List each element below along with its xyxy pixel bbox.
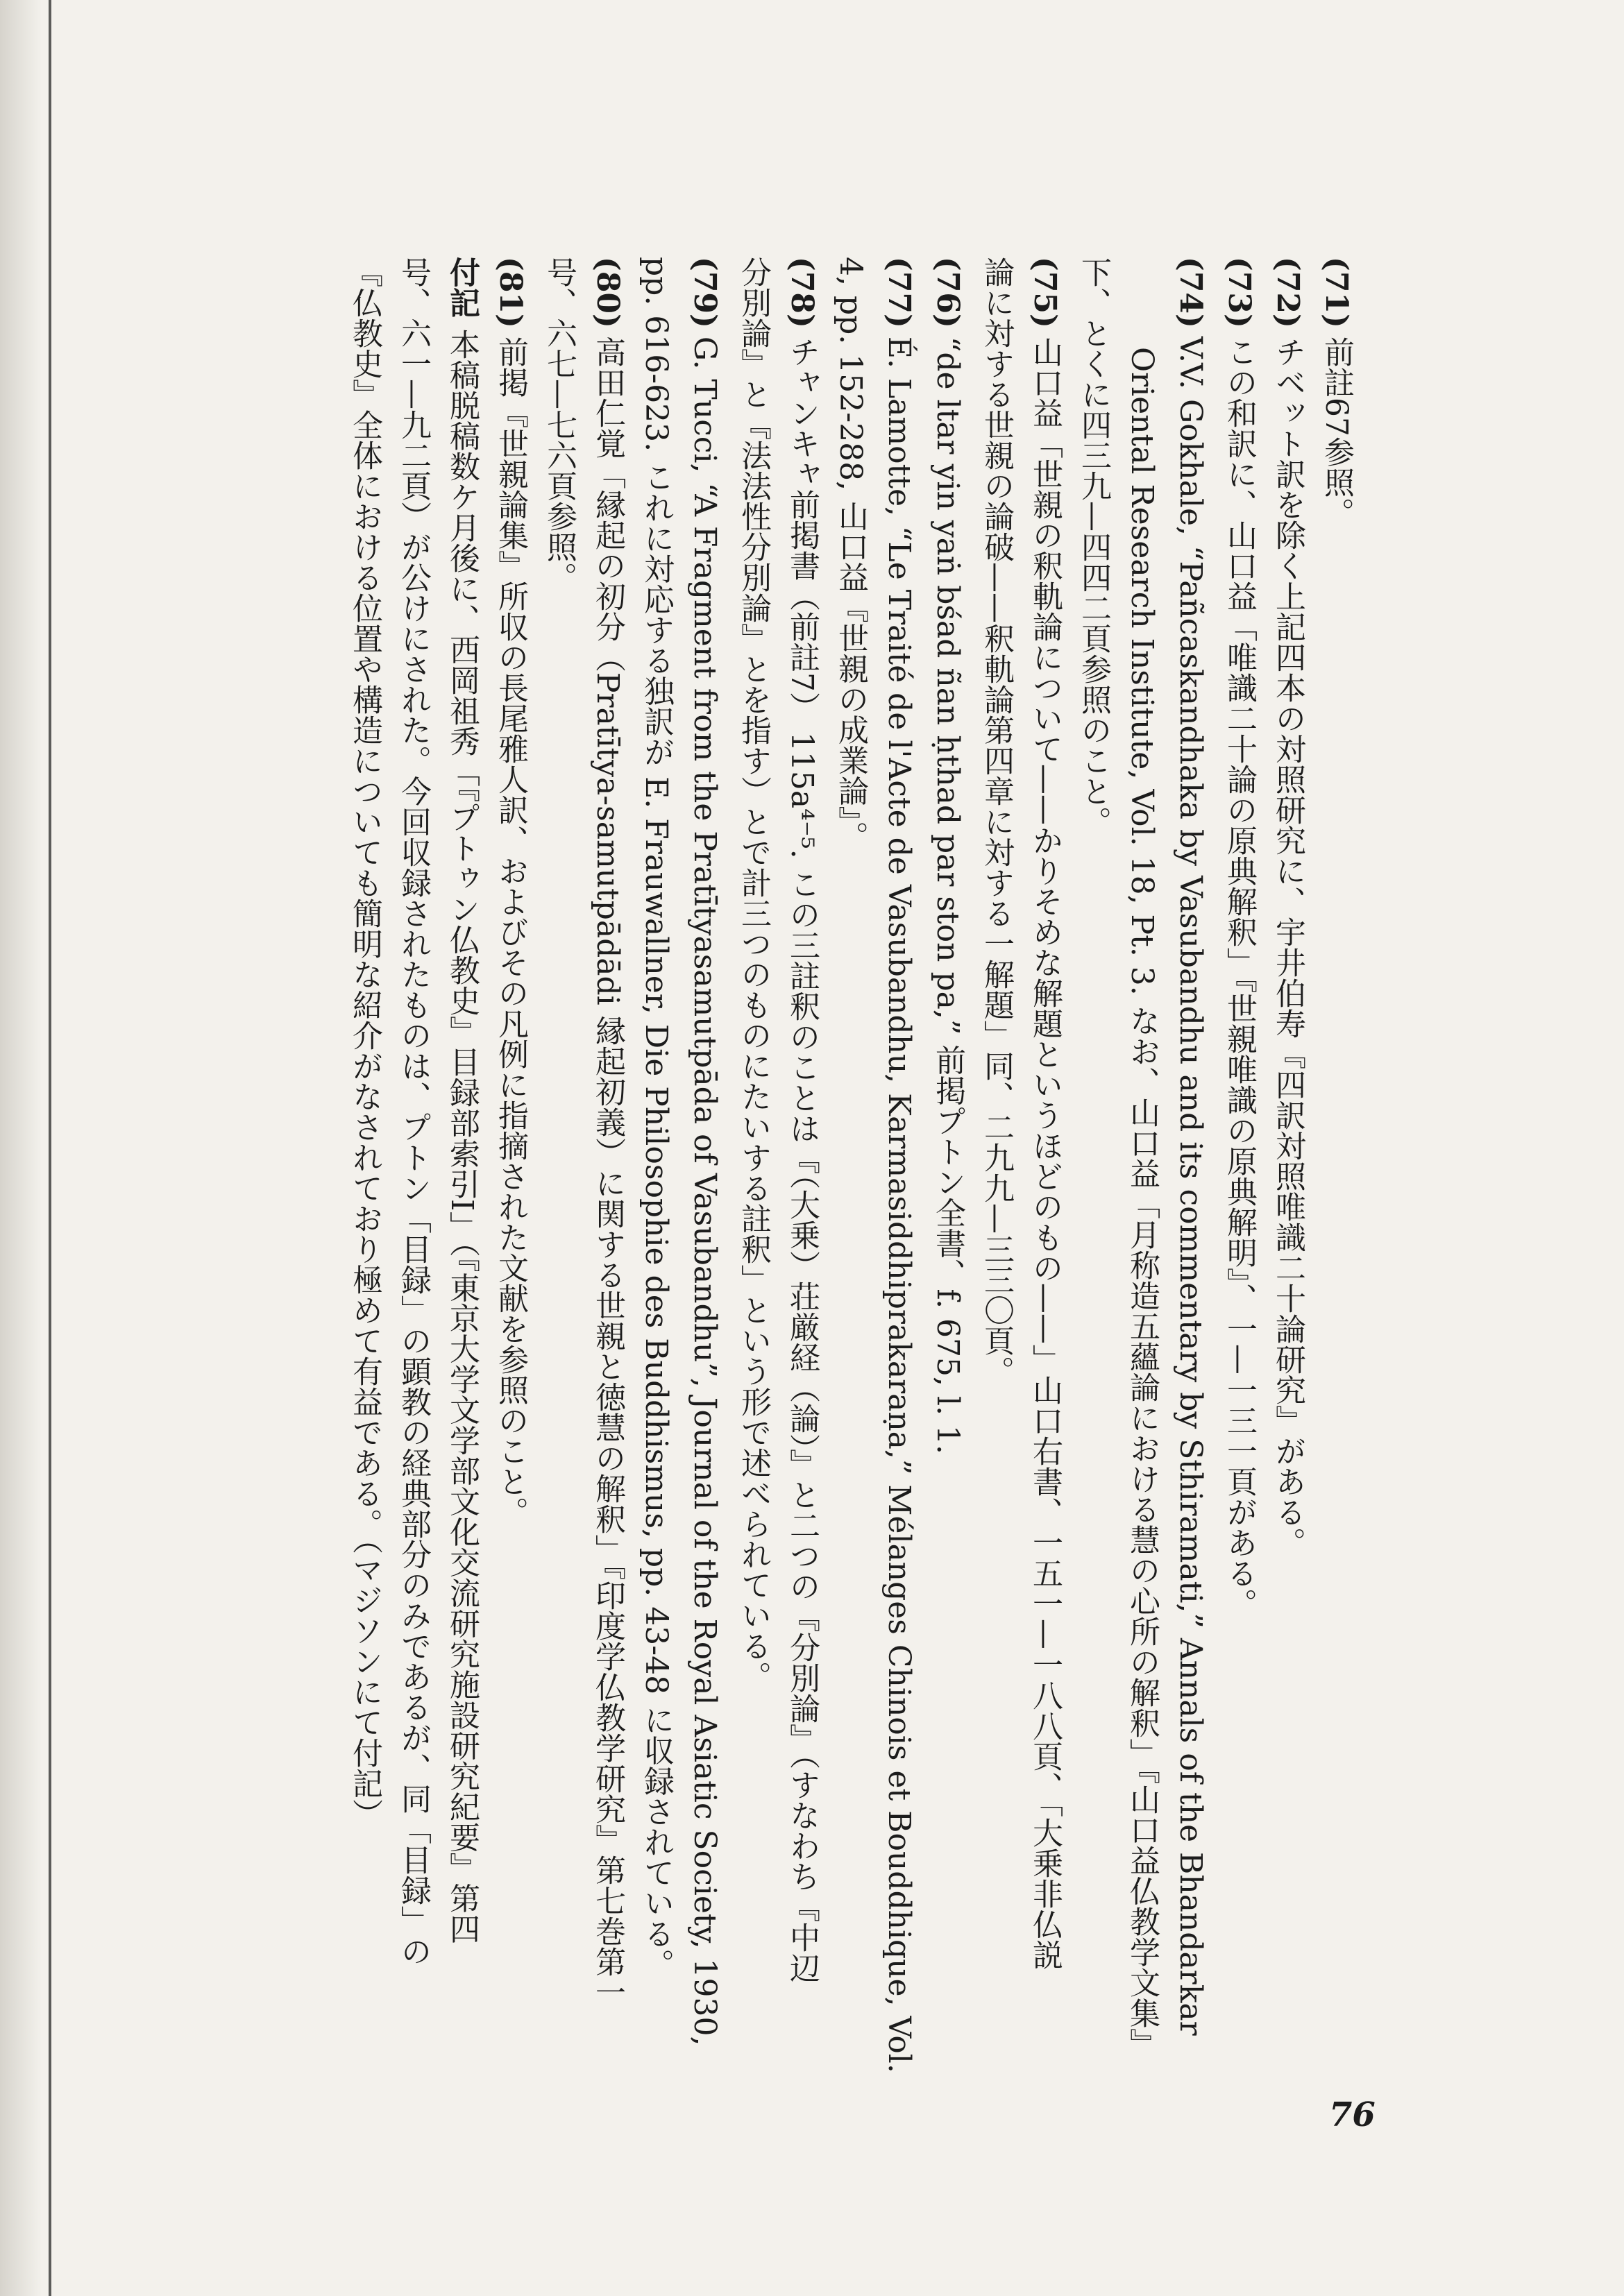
note-number: (80) [590,257,625,328]
appendix-text: 号、六一—九二頁）が公けにされた。今回収録されたものは、プトン「目録」の顕教の経典部分のみであるが、同「目録」の [396,257,431,1966]
note-number: (81) [493,257,528,328]
note-number: (73) [1221,257,1257,328]
appendix-line [437,257,486,2241]
note-74 [1166,257,1215,2241]
appendix-line [389,257,437,2241]
note-78-continuation [729,257,777,2241]
note-number: (76) [930,257,965,328]
note-74-continuation [1069,257,1117,2241]
note-77 [874,257,923,2241]
note-text: 号、六七—七六頁参照。 [541,257,577,593]
note-text: 分別論』と『法法性分別論』とを指す）とで計三つのものにたいする註釈」という形で述べられている。 [736,257,771,1692]
note-79 [680,257,729,2241]
note-number: (74) [1173,257,1208,328]
note-78 [777,257,826,2241]
note-77-continuation [826,257,874,2241]
note-74-continuation [1117,257,1166,2241]
note-text: É. Lamotte, “Le Traité de l'Acte de Vasubandhu, Karmasiddhiprakaraṇa,” Mélanges Chinois et Bouddhique, Vol. [881,336,917,2073]
note-number: (77) [881,257,917,328]
note-79-continuation [632,257,680,2241]
scan-edge-shadow [0,0,42,2296]
note-80 [583,257,632,2241]
note-text: pp. 616-623. これに対応する独訳が E. Frauwallner, Die Philosophie des Buddhismus, pp. 43-48 に収録されている。 [638,257,674,1980]
note-81 [486,257,534,2241]
note-text: この和訳に、山口益「唯識二十論の原典解釈」『世親唯識の原典解明』、一—一三一頁がある。 [1221,336,1257,1619]
appendix-line [340,257,389,2241]
note-text: V.V. Gokhale, “Pañcaskandhaka by Vasubandhu and its commentary by Sthiramati,” Annals of the Bhandarkar [1173,336,1208,2036]
note-text: 下、とくに四三九—四四二頁参照のこと。 [1076,257,1111,837]
note-text: 前註67参照。 [1319,336,1354,528]
page-number: 76 [1329,2095,1376,2134]
note-text: “de ltar yin yaṅ bśad ñan ḥthad par ston pa,” 前掲プトン全書、f. 675, l. 1. [930,336,965,1455]
note-number: (78) [784,257,820,328]
binding-line [49,0,51,2296]
note-number: (75) [1027,257,1063,328]
note-71 [1312,257,1360,2241]
note-text: チャンキャ前掲書（前註7） 115a⁴⁻⁵. この三註釈のことは『（大乗）荘厳経（論）』と二つの『分別論』（すなわち『中辺 [784,336,820,1983]
appendix-text: 本稿脱稿数ケ月後に、西岡祖秀「『プトゥン仏教史』目録部索引I」（『東京大学文学部文化交流研究施設研究紀要』第四 [444,329,480,1944]
appendix-block [340,257,486,2241]
note-number: (72) [1270,257,1305,328]
note-text: G. Tucci, “A Fragment from the Pratītyasamutpāda of Vasubandhu”, Journal of the Royal Asiatic Society, 1930, [687,336,722,2046]
note-number: (71) [1319,257,1354,328]
note-76 [923,257,972,2241]
appendix-heading: 付記 [444,257,480,318]
note-80-continuation [534,257,583,2241]
note-number: (79) [687,257,722,328]
note-72 [1263,257,1312,2241]
note-text: Oriental Research Institute, Vol. 18, Pt. 3. なお、山口益「月称造五蘊論における慧の心所の解釈」『山口益仏教学文集』 [1124,347,1160,2059]
endnotes-block [323,257,1360,2241]
note-75 [1020,257,1069,2241]
note-text: 前掲『世親論集』所収の長尾雅人訳、およびその凡例に指摘された文献を参照のこと。 [493,336,528,1527]
note-73 [1215,257,1263,2241]
note-75-continuation [972,257,1020,2241]
note-text: 山口益「世親の釈軌論について——かりそめな解題というほどのもの——」山口右書、一五一—一八八頁、「大乗非仏説 [1027,336,1063,1970]
note-text: 高田仁覚「縁起の初分（Pratītya-samutpādādi 縁起初義）に関する世親と徳慧の解釈」『印度学仏教学研究』第七巻第一 [590,336,625,2007]
appendix-text: 『仏教史』全体における位置や構造についても簡明な紹介がなされており極めて有益である。（マジソンにて付記） [347,257,382,1829]
note-text: チベット訳を除く上記四本の対照研究に、宇井伯寿『四訳対照唯識二十論研究』がある。 [1270,336,1305,1558]
note-text: 4, pp. 152-288, 山口益『世親の成業論』。 [833,257,868,852]
note-text: 論に対する世親の論破——釈軌論第四章に対する一解題」同、二九九—三三〇頁。 [979,257,1014,1386]
